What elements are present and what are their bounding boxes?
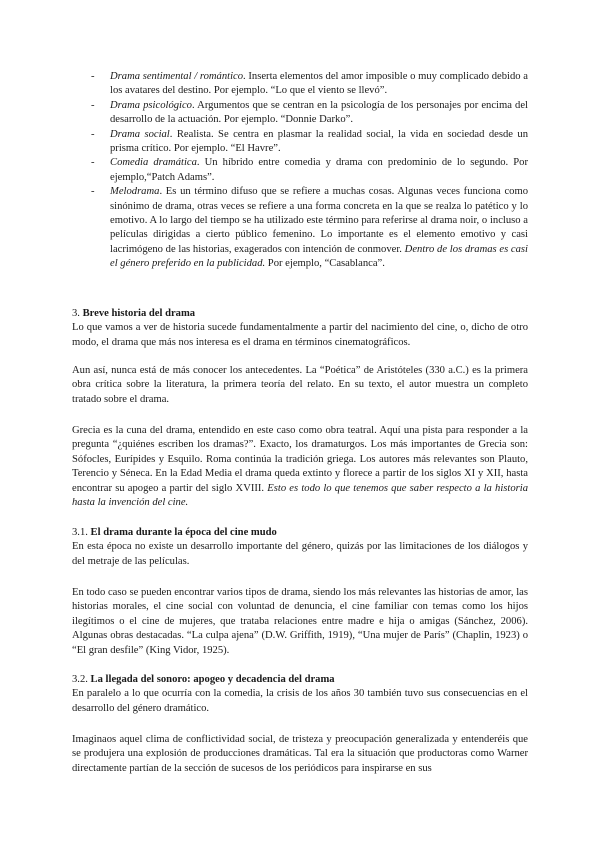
bullet-dash: - (91, 99, 95, 111)
paragraph-block (72, 424, 528, 510)
section-heading: 3.1. El drama durante la época del cine mudo (72, 527, 277, 538)
bullet-dash: - (91, 186, 95, 198)
section-3 (72, 307, 528, 350)
paragraph: Imaginaos aquel clima de conflictividad social, de tristeza y preocupación generalizada y entenderéis que se produjera una explosión de producciones dramáticas. Tal era la situación que productoras como Warner directamente partían de la sección de sucesos de los periódicos para inspirarse en sus (72, 734, 528, 774)
section-heading: 3. Breve historia del drama (72, 308, 196, 319)
bullet-dash: - (91, 128, 95, 140)
drama-types-list (72, 70, 528, 272)
list-item: - Melodrama. Es un término difuso que se refiere a muchas cosas. Algunas veces funciona como sinónimo de drama, otras veces se refiere a una forma concreta en la que se realza lo patético y lo emotivo. A lo largo del tiempo se ha utilizado este término para referirse al drama noir, o incluso a películas dirigidas a cierto público femenino. Lo importante es el elemento emotivo y casi lacrimógeno de las historias, exagerados con intención de conmover. Dentro de los dramas es casi el género preferido en la publicidad. Por ejemplo, “Casablanca”. (91, 186, 529, 270)
paragraph-block (72, 364, 528, 407)
list-item: - Drama sentimental / romántico. Inserta elementos del amor imposible o muy complicado debido a los avatares del destino. Por ejemplo. “Lo que el viento se llevó”. (91, 71, 528, 97)
paragraph: Lo que vamos a ver de historia sucede fundamentalmente a partir del nacimiento del cine, o, dicho de otro modo, el drama que más nos interesa es el drama en términos cinematográficos. (72, 322, 528, 348)
paragraph: En paralelo a lo que ocurría con la comedia, la crisis de los años 30 también tuvo sus consecuencias en el desarrollo del género dramático. (72, 688, 528, 714)
bullet-dash: - (91, 157, 95, 169)
list-item: - Comedia dramática. Un híbrido entre comedia y drama con predominio de lo segundo. Por ejemplo,“Patch Adams”. (91, 157, 528, 183)
paragraph-block (72, 733, 528, 776)
paragraph: Grecia es la cuna del drama, entendido en este caso como obra teatral. Aquí una pista para responder a la pregunta “¿quiénes escriben los dramas?”. Exacto, los dramaturgos. Los más importantes de Grecia son: Sófocles, Eurípides y Esquilo. Roma continúa la tradición griega. Los autores más relevantes son Plauto, Terencio y Séneca. En la Edad Media el drama queda extinto y florece a partir de los siglos XI y XII, hasta encontrar su apogeo a partir del siglo XVIII. Esto es todo lo que tenemos que saber respecto a la historia hasta la invención del cine. (72, 425, 528, 509)
paragraph: En todo caso se pueden encontrar varios tipos de drama, siendo los más relevantes las historias de amor, las historias morales, el cine social con voluntad de denuncia, el cine familiar con temas como los hijos ilegítimos o el cine de mujeres, que trataba relaciones entre madre e hija o amigas (Sánchez, 2006). Algunas obras destacadas. “La culpa ajena” (D.W. Griffith, 1919), “Una mujer de París” (Chaplin, 1923) o “El gran desfile” (King Vidor, 1925). (72, 587, 528, 656)
bullet-dash: - (91, 71, 95, 82)
paragraph: Aun así, nunca está de más conocer los antecedentes. La “Poética” de Aristóteles (330 a.C.) es la primera obra crítica sobre la literatura, la primera teoría del relato. En su texto, el autor muestra un completo tratado sobre el drama. (72, 365, 528, 405)
section-3-2 (72, 673, 528, 716)
list-item: - Drama psicológico. Argumentos que se centran en la psicología de los personajes por encima del desarrollo de la actuación. Por ejemplo. “Donnie Darko”. (91, 99, 528, 126)
paragraph-block (72, 586, 528, 658)
section-heading: 3.2. La llegada del sonoro: apogeo y decadencia del drama (72, 674, 335, 685)
list-item: - Drama social. Realista. Se centra en plasmar la realidad social, la vida en sociedad desde un prisma crítico. Por ejemplo. “El Havre”. (91, 128, 528, 155)
paragraph: En esta época no existe un desarrollo importante del género, quizás por las limitaciones de los diálogos y del metraje de las películas. (72, 541, 528, 567)
section-3-1 (72, 526, 528, 569)
